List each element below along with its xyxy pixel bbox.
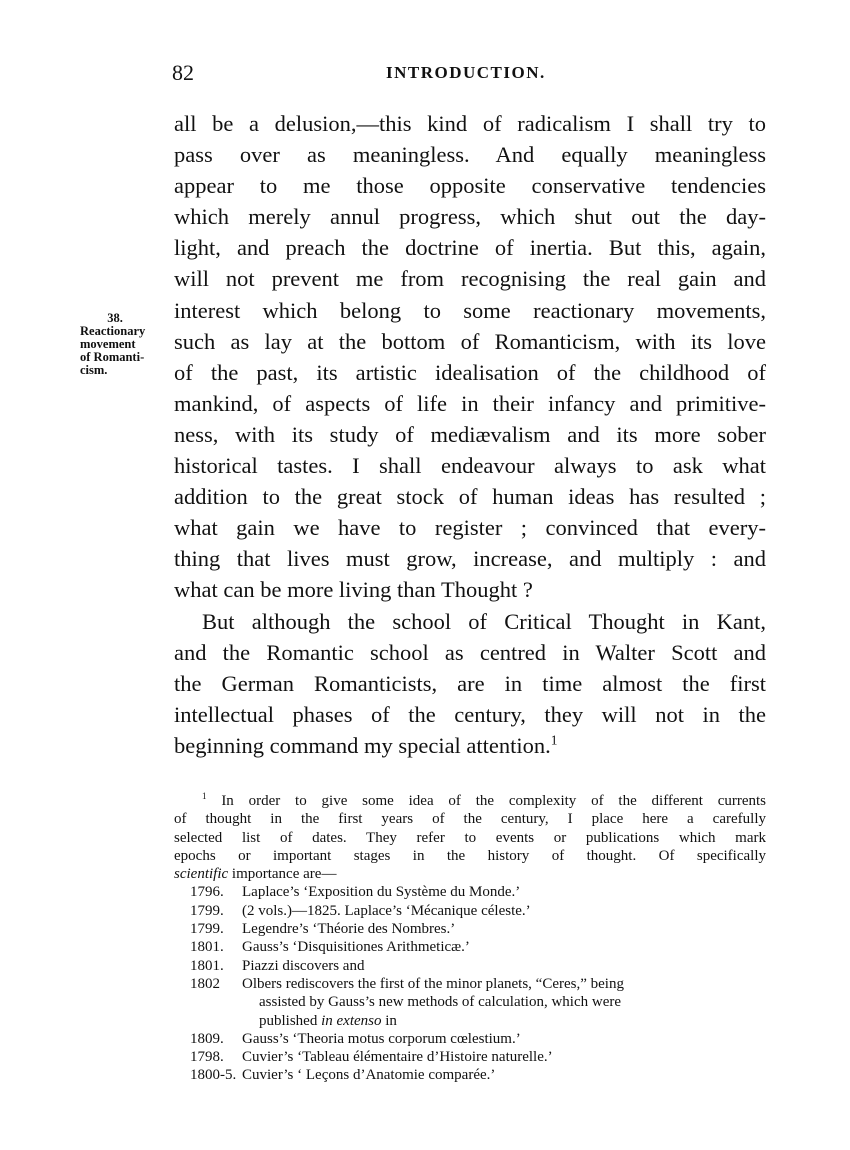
entry-year: 1799. <box>190 902 224 919</box>
emphasis: in extenso <box>321 1012 382 1029</box>
page-number: 82 <box>172 60 194 85</box>
entry-text: Gauss’s ‘Disquisitiones Arithmeticæ.’ <box>242 939 470 956</box>
text-line: But although the school of Critical Thought in Kant, <box>202 608 766 634</box>
text-line: which merely annul progress, which shut out the day- <box>174 204 766 230</box>
text-line: what gain we have to register ; convinced that every- <box>174 515 766 541</box>
margin-note-line: movement <box>80 337 136 351</box>
entry-year: 1801. <box>190 957 224 974</box>
text-line: interest which belong to some reactionary movements, <box>174 297 766 323</box>
entry-year: 1809. <box>190 1030 224 1047</box>
text-line-last <box>174 730 766 761</box>
text-line: and the Romantic school as centred in Walter Scott and <box>174 639 766 665</box>
running-head: INTRODUCTION. <box>386 63 546 82</box>
date-entry <box>174 1066 766 1084</box>
margin-note-number: 38. <box>107 311 123 325</box>
footnote <box>174 792 766 1085</box>
entry-year: 1798. <box>190 1049 224 1066</box>
footnote-line: epochs or important stages in the history of thought. Of specifically <box>174 847 766 864</box>
date-entry <box>174 1030 766 1048</box>
entry-text: Gauss’s ‘Theoria motus corporum cœlestium.’ <box>242 1030 521 1047</box>
text-line: the German Romanticists, are in time almost the first <box>174 670 766 696</box>
text-line: what can be more living than Thought ? <box>174 577 533 603</box>
margin-note-line: of Romanti- <box>80 350 145 364</box>
date-entry <box>174 920 766 938</box>
entry-text: Legendre’s ‘Théorie des Nombres.’ <box>242 921 456 938</box>
text-line: pass over as meaningless. And equally meaningless <box>174 142 766 168</box>
footnote-line: of thought in the first years of the century, I place here a carefully <box>174 811 766 828</box>
footnote-line: scientific importance are— <box>174 866 337 883</box>
text-line: will not prevent me from recognising the real gain and <box>174 266 766 292</box>
entry-year: 1802 <box>190 975 220 992</box>
date-entry <box>174 1048 766 1066</box>
page-header <box>0 60 850 90</box>
date-entry <box>174 883 766 901</box>
text-line: such as lay at the bottom of Romanticism, with its love <box>174 328 766 354</box>
entry-text: Laplace’s ‘Exposition du Système du Monde.’ <box>242 884 521 901</box>
footnote-marker: 1 <box>202 791 207 801</box>
date-entry <box>174 902 766 920</box>
main-text <box>174 108 766 761</box>
text-line: beginning command my special attention. <box>174 732 551 758</box>
text-line: intellectual phases of the century, they will not in the <box>174 701 766 727</box>
text-line: of the past, its artistic idealisation of the childhood of <box>174 359 766 385</box>
footnote-line: selected list of dates. They refer to events or publications which mark <box>174 829 766 846</box>
text-line: historical tastes. I shall endeavour always to ask what <box>174 453 766 479</box>
entry-text: (2 vols.)—1825. Laplace’s ‘Mécanique céleste.’ <box>242 902 531 919</box>
emphasis: scientific <box>174 866 229 883</box>
entry-year: 1801. <box>190 939 224 956</box>
text-line: light, and preach the doctrine of inertia. But this, again, <box>174 235 766 261</box>
entry-text: Olbers rediscovers the first of the minor planets, “Ceres,” being <box>242 975 624 992</box>
entry-continuation: assisted by Gauss’s new methods of calculation, which were <box>259 994 621 1011</box>
text-line: all be a delusion,—this kind of radicalism I shall try to <box>174 111 766 136</box>
entry-continuation: published in extenso in <box>259 1012 397 1029</box>
date-entry <box>174 957 766 975</box>
entry-text: Cuvier’s ‘Tableau élémentaire d’Histoire naturelle.’ <box>242 1049 553 1066</box>
date-entry <box>174 938 766 956</box>
text-line: mankind, of aspects of life in their infancy and primitive- <box>174 390 766 416</box>
margin-note-line: cism. <box>80 363 108 377</box>
text-line: addition to the great stock of human ideas has resulted ; <box>174 484 766 510</box>
entry-year: 1800-5. <box>190 1067 237 1084</box>
text-line: ness, with its study of mediævalism and its more sober <box>174 421 766 447</box>
entry-text: Cuvier’s ‘ Leçons d’Anatomie comparée.’ <box>242 1067 496 1084</box>
entry-year: 1796. <box>190 884 224 901</box>
text-line: appear to me those opposite conservative tendencies <box>174 173 766 199</box>
margin-note-line: Reactionary <box>80 324 146 338</box>
date-entry <box>174 975 766 993</box>
entry-year: 1799. <box>190 921 224 938</box>
entry-text: Piazzi discovers and <box>242 957 365 974</box>
margin-note <box>80 312 168 377</box>
text-line: thing that lives must grow, increase, and multiply : and <box>174 546 766 572</box>
footnote-line: $^1$ In order to give some idea of the complexity of the different currents <box>202 791 767 809</box>
footnote-reference: 1 <box>550 732 558 748</box>
